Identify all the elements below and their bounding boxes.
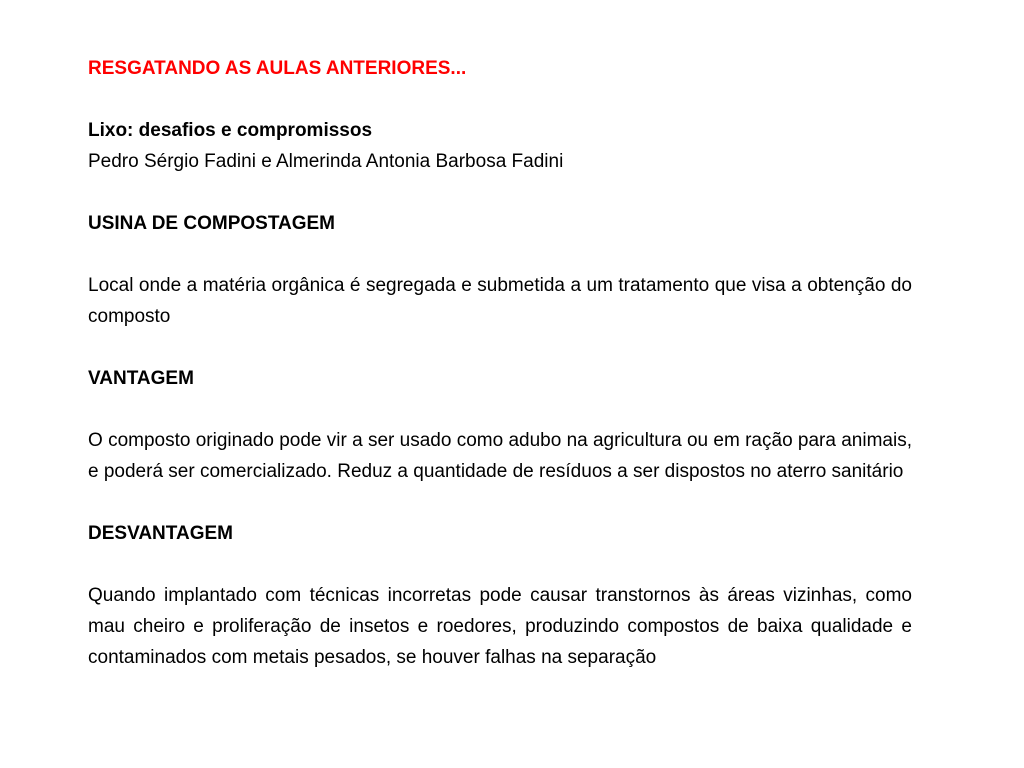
spacer bbox=[88, 332, 912, 363]
spacer bbox=[88, 177, 912, 208]
advantage-heading: VANTAGEM bbox=[88, 368, 194, 389]
spacer bbox=[88, 487, 912, 518]
book-authors: Pedro Sérgio Fadini e Almerinda Antonia Barbosa Fadini bbox=[88, 151, 564, 172]
book-title: Lixo: desafios e compromissos bbox=[88, 120, 373, 141]
disadvantage-paragraph: Quando implantado com técnicas incorretas pode causar transtornos às áreas vizinhas, como mau cheiro e proliferação de insetos e roedores, produzindo compostos de baixa qualidade e contaminados com metais pesados, se houver falhas na separação bbox=[88, 585, 912, 668]
slide-content bbox=[88, 53, 912, 673]
advantage-paragraph: O composto originado pode vir a ser usado como adubo na agricultura ou em ração para animais, e poderá ser comercializado. Reduz a quantidade de resíduos a ser dispostos no aterro sanitário bbox=[88, 430, 912, 482]
definition-paragraph: Local onde a matéria orgânica é segregada e submetida a um tratamento que visa a obtenção do composto bbox=[88, 275, 912, 327]
spacer bbox=[88, 394, 912, 425]
recap-heading: RESGATANDO AS AULAS ANTERIORES... bbox=[88, 58, 467, 79]
spacer bbox=[88, 84, 912, 115]
section-title: USINA DE COMPOSTAGEM bbox=[88, 213, 336, 234]
disadvantage-heading: DESVANTAGEM bbox=[88, 523, 233, 544]
spacer bbox=[88, 239, 912, 270]
spacer bbox=[88, 549, 912, 580]
